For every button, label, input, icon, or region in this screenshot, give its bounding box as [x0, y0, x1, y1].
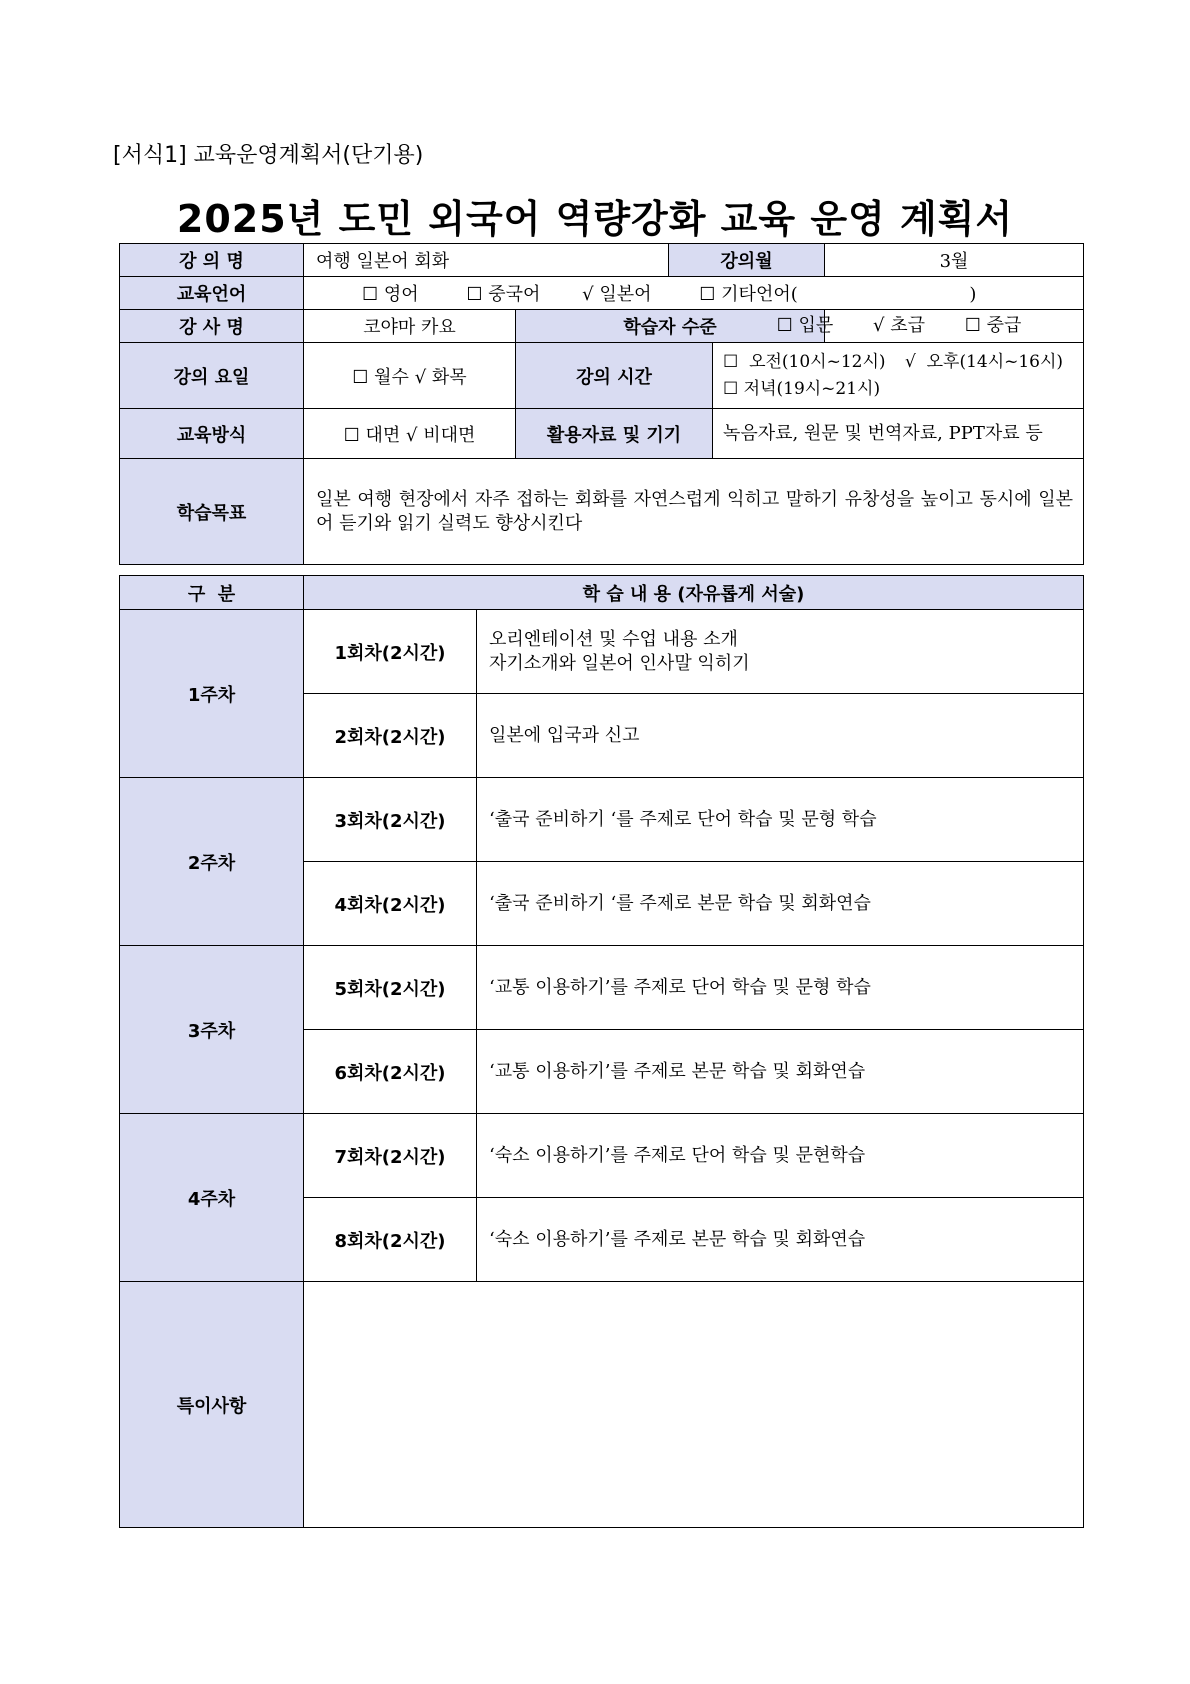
checkbox-icon: ☐: [352, 366, 369, 388]
days-label: 강의 요일: [120, 343, 304, 409]
method-label: 교육방식: [120, 409, 304, 459]
days-options: [304, 343, 516, 409]
option-label: 비대면: [423, 424, 476, 446]
option-label: 오후(14시~16시): [926, 351, 1064, 372]
option-label: 화목: [431, 366, 467, 388]
session-content: ‘숙소 이용하기’를 주제로 단어 학습 및 문현학습: [477, 1114, 1084, 1198]
level-label: 학습자 수준: [516, 310, 825, 343]
week-label: 2주차: [120, 778, 304, 946]
time-options: [713, 343, 1084, 409]
language-options: [304, 277, 1084, 310]
option-label: 입문: [798, 315, 834, 336]
session-content: [477, 610, 1084, 694]
option-label: 기타언어( ): [721, 284, 977, 305]
days-option[interactable]: [352, 363, 409, 389]
table-row: [120, 1282, 1084, 1528]
option-label: 중급: [986, 315, 1022, 336]
method-options: [304, 409, 516, 459]
schedule-table: [119, 575, 1084, 1528]
checkbox-icon: ☐: [723, 351, 739, 372]
check-icon: √: [582, 284, 594, 305]
content-line: 오리엔테이션 및 수업 내용 소개: [489, 628, 738, 650]
session-label: 4회차(2시간): [304, 862, 477, 946]
checkbox-icon: ☐: [776, 315, 793, 336]
days-option[interactable]: [415, 363, 467, 389]
level-option[interactable]: [965, 309, 1022, 342]
option-label: 대면: [365, 424, 401, 446]
language-label: 교육언어: [120, 277, 304, 310]
checkbox-icon: ☐: [699, 284, 716, 305]
method-option[interactable]: [406, 421, 475, 447]
instructor-label: 강 사 명: [120, 310, 304, 343]
table-row: [120, 946, 1084, 1030]
option-label: 월수: [374, 366, 409, 388]
session-content: ‘출국 준비하기 ‘를 주제로 단어 학습 및 문형 학습: [477, 778, 1084, 862]
time-options-row: [713, 349, 1083, 376]
session-content: ‘출국 준비하기 ‘를 주제로 본문 학습 및 회화연습: [477, 862, 1084, 946]
option-label: 초급: [890, 315, 925, 336]
checkbox-icon: ☐: [964, 315, 981, 336]
session-label: 7회차(2시간): [304, 1114, 477, 1198]
month-value: 3월: [825, 244, 1084, 277]
check-icon: √: [406, 424, 418, 446]
time-label: 강의 시간: [516, 343, 713, 409]
session-content: ‘숙소 이용하기’를 주제로 본문 학습 및 회화연습: [477, 1198, 1084, 1282]
info-table-lower: [119, 342, 1084, 565]
checkbox-icon: ☐: [466, 284, 483, 305]
page-title: 2025년 도민 외국어 역량강화 교육 운영 계획서: [176, 197, 1014, 241]
session-content: 일본에 입국과 신고: [477, 694, 1084, 778]
checkbox-icon: ☐: [723, 378, 739, 399]
week-label: 1주차: [120, 610, 304, 778]
session-content: ‘교통 이용하기’를 주제로 본문 학습 및 회화연습: [477, 1030, 1084, 1114]
content-line: 자기소개와 일본어 인사말 익히기: [489, 652, 750, 674]
goal-value: 일본 여행 현장에서 자주 접하는 회화를 자연스럽게 익히고 말하기 유창성을 높이고 동시에 일본어 듣기와 읽기 실력도 향상시킨다: [304, 459, 1084, 565]
table-row: [120, 1114, 1084, 1198]
checkbox-icon: ☐: [362, 284, 379, 305]
session-label: 2회차(2시간): [304, 694, 477, 778]
session-label: 5회차(2시간): [304, 946, 477, 1030]
language-option[interactable]: [582, 280, 651, 306]
notes-field[interactable]: [304, 1282, 1084, 1528]
division-header: 구 분: [120, 576, 304, 610]
week-label: 3주차: [120, 946, 304, 1114]
materials-label: 활용자료 및 기기: [516, 409, 713, 459]
level-option[interactable]: [873, 309, 925, 342]
notes-label: 특이사항: [120, 1282, 304, 1528]
method-option[interactable]: [344, 421, 401, 447]
form-label: [서식1] 교육운영계획서(단기용): [113, 143, 424, 168]
option-label: 영어: [383, 284, 419, 305]
instructor-value: 코야마 카요: [304, 310, 516, 343]
materials-value: 녹음자료, 원문 및 번역자료, PPT자료 등: [713, 409, 1084, 459]
check-icon: √: [873, 315, 885, 336]
language-option[interactable]: [362, 280, 419, 306]
language-option[interactable]: [699, 280, 976, 306]
language-option[interactable]: [466, 280, 540, 306]
month-label: 강의월: [669, 244, 825, 277]
time-options-row: [713, 376, 1083, 403]
course-name-value: 여행 일본어 회화: [304, 244, 669, 277]
option-label: 중국어: [488, 284, 541, 305]
option-label: 오전(10시~12시): [749, 351, 886, 372]
table-row: [120, 610, 1084, 694]
session-content: ‘교통 이용하기’를 주제로 단어 학습 및 문형 학습: [477, 946, 1084, 1030]
option-label: 일본어: [599, 284, 652, 305]
table-row: [120, 778, 1084, 862]
check-icon: √: [904, 351, 916, 372]
session-label: 8회차(2시간): [304, 1198, 477, 1282]
session-label: 6회차(2시간): [304, 1030, 477, 1114]
week-label: 4주차: [120, 1114, 304, 1282]
goal-label: 학습목표: [120, 459, 304, 565]
check-icon: √: [414, 366, 427, 388]
level-options-content: [716, 309, 1082, 342]
content-header: 학 습 내 용 (자유롭게 서술): [304, 576, 1084, 610]
time-option[interactable]: [723, 376, 880, 403]
time-option[interactable]: [905, 349, 1063, 376]
course-name-label: 강 의 명: [120, 244, 304, 277]
option-label: 저녁(19시~21시): [743, 378, 881, 399]
time-option[interactable]: [723, 349, 886, 376]
level-option[interactable]: [777, 309, 834, 342]
session-label: 3회차(2시간): [304, 778, 477, 862]
checkbox-icon: ☐: [343, 424, 360, 446]
session-label: 1회차(2시간): [304, 610, 477, 694]
